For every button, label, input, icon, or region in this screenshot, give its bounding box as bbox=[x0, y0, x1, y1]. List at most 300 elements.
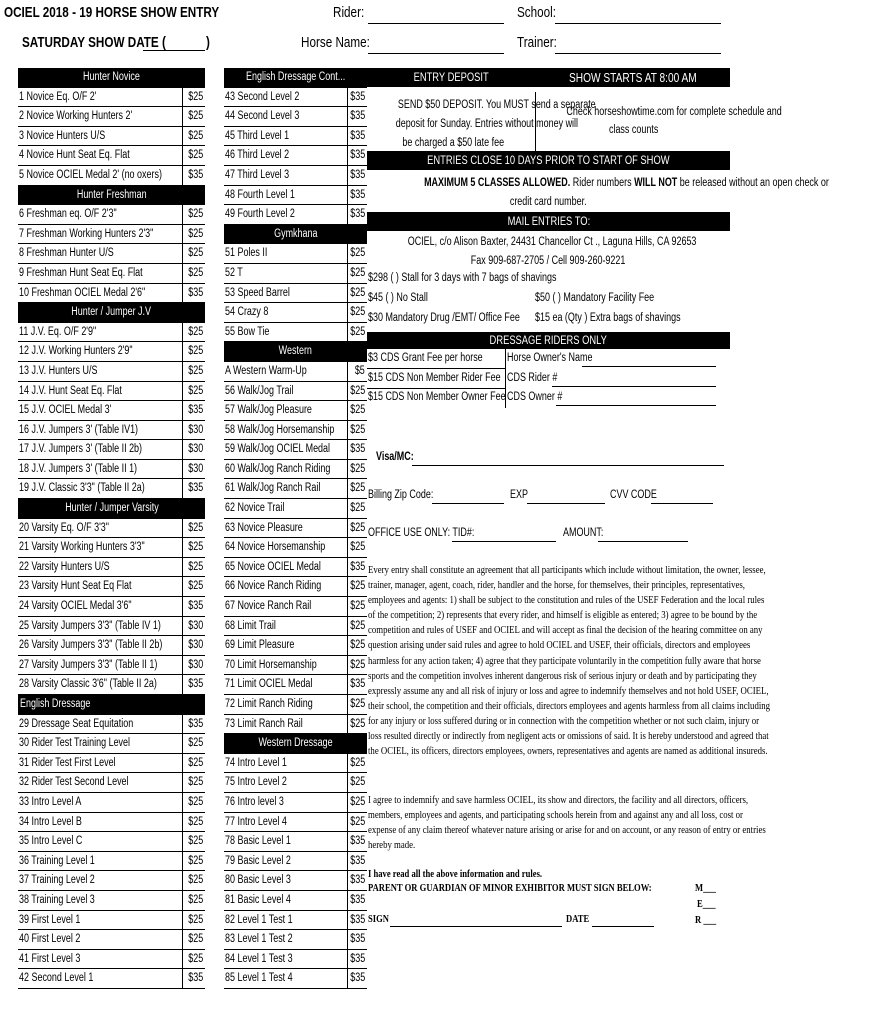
class-row[interactable] bbox=[224, 166, 367, 186]
class-price: $35 bbox=[350, 149, 365, 162]
class-row[interactable] bbox=[224, 813, 367, 833]
class-name: 77 Intro Level 4 bbox=[225, 815, 287, 828]
class-name: 8 Freshman Hunter U/S bbox=[19, 247, 114, 260]
agreement-line: loss resulted directly or indirectly from negligent acts or omissions of said. It is hereby understood and agreed that bbox=[368, 731, 769, 743]
visa-field[interactable] bbox=[412, 465, 724, 466]
class-name: 61 Walk/Jog Ranch Rail bbox=[225, 482, 321, 495]
class-row[interactable] bbox=[18, 342, 205, 362]
rider-label: Rider: bbox=[333, 4, 365, 21]
section-header: English Dressage bbox=[18, 695, 205, 715]
class-row[interactable] bbox=[224, 362, 367, 382]
section-header: Western bbox=[224, 342, 367, 362]
class-row[interactable] bbox=[224, 107, 367, 127]
class-name: 70 Limit Horsemanship bbox=[225, 658, 317, 671]
class-price: $30 bbox=[188, 443, 203, 456]
class-row[interactable] bbox=[18, 617, 205, 637]
class-price: $35 bbox=[350, 443, 365, 456]
class-row[interactable] bbox=[224, 88, 367, 108]
class-price: $25 bbox=[350, 698, 365, 710]
class-name: 40 First Level 2 bbox=[19, 933, 81, 946]
class-row[interactable] bbox=[224, 852, 367, 872]
class-row[interactable] bbox=[18, 421, 205, 441]
class-name: 67 Novice Ranch Rail bbox=[225, 600, 312, 613]
class-name: 25 Varsity Jumpers 3'3" (Table IV 1) bbox=[19, 619, 161, 632]
date-field[interactable] bbox=[592, 926, 654, 927]
liability-agreement bbox=[368, 563, 771, 759]
class-price: $25 bbox=[188, 384, 203, 397]
class-name: 12 J.V. Working Hunters 2'9" bbox=[19, 345, 133, 358]
class-name: 31 Rider Test First Level bbox=[19, 756, 116, 769]
agreement-line: sports and the competition involves inherent dangerous risk of serious injury or death and by participating they bbox=[368, 670, 757, 682]
class-price: $25 bbox=[188, 756, 203, 769]
r-mark: R ___ bbox=[695, 914, 717, 926]
class-price: $35 bbox=[188, 717, 203, 730]
class-price: $25 bbox=[350, 266, 365, 279]
cds-rider-field[interactable] bbox=[552, 386, 716, 387]
zip-label: Billing Zip Code: bbox=[368, 489, 434, 501]
class-row[interactable] bbox=[224, 930, 367, 950]
tid-field[interactable] bbox=[452, 541, 556, 542]
class-name: 6 Freshman eq. O/F 2'3" bbox=[19, 208, 117, 221]
class-name: 41 First Level 3 bbox=[19, 952, 81, 965]
class-price: $25 bbox=[350, 462, 365, 475]
class-name: 56 Walk/Jog Trail bbox=[225, 384, 294, 397]
class-row[interactable] bbox=[224, 754, 367, 774]
class-row[interactable] bbox=[18, 715, 205, 735]
class-price: $35 bbox=[188, 286, 203, 299]
m-mark: M___ bbox=[695, 882, 716, 894]
class-name: 52 T bbox=[225, 266, 243, 279]
class-name: 58 Walk/Jog Horsemanship bbox=[225, 423, 335, 436]
class-row[interactable] bbox=[18, 225, 205, 245]
agreement-line: their school, the competition and their officials, directors employees and agents harmless from all claims including bbox=[368, 700, 771, 712]
class-name: 69 Limit Pleasure bbox=[225, 639, 295, 652]
class-price: $25 bbox=[188, 737, 203, 750]
class-row[interactable] bbox=[224, 303, 367, 323]
class-price: $35 bbox=[350, 188, 365, 201]
office-use-label: OFFICE USE ONLY: TID#: bbox=[368, 527, 475, 539]
class-price: $25 bbox=[350, 717, 365, 730]
class-price: $25 bbox=[188, 129, 203, 142]
show-date-label: SATURDAY SHOW DATE ( bbox=[22, 34, 166, 51]
class-price: $25 bbox=[188, 776, 203, 789]
class-price: $25 bbox=[188, 795, 203, 808]
sign-label: SIGN bbox=[368, 913, 389, 925]
class-price: $35 bbox=[350, 933, 365, 946]
class-row[interactable] bbox=[18, 382, 205, 402]
dressage-riders-banner: DRESSAGE RIDERS ONLY bbox=[367, 332, 730, 349]
class-price: $25 bbox=[350, 482, 365, 495]
class-price: $25 bbox=[188, 90, 203, 103]
class-row[interactable] bbox=[18, 88, 205, 108]
signature-field[interactable] bbox=[390, 926, 562, 927]
class-name: 4 Novice Hunt Seat Eq. Flat bbox=[19, 149, 130, 162]
price-divider bbox=[347, 362, 348, 381]
entries-close-banner: ENTRIES CLOSE 10 DAYS PRIOR TO START OF SHOW bbox=[367, 151, 730, 170]
class-name: 46 Third Level 2 bbox=[225, 149, 290, 162]
class-price: $25 bbox=[188, 815, 203, 828]
class-price: $30 bbox=[188, 462, 203, 475]
class-name: 57 Walk/Jog Pleasure bbox=[225, 404, 312, 417]
class-row[interactable] bbox=[18, 362, 205, 382]
class-name: 38 Training Level 3 bbox=[19, 893, 95, 906]
class-row[interactable] bbox=[224, 323, 367, 343]
class-row[interactable] bbox=[18, 146, 205, 166]
class-price: $35 bbox=[350, 972, 365, 985]
class-price: $25 bbox=[350, 286, 365, 299]
class-row[interactable] bbox=[18, 577, 205, 597]
school-field[interactable] bbox=[555, 23, 721, 24]
class-row[interactable] bbox=[18, 558, 205, 578]
owner-name-field[interactable] bbox=[582, 366, 716, 367]
section-header: Western Dressage bbox=[224, 734, 367, 754]
class-row[interactable] bbox=[224, 793, 367, 813]
class-name: 59 Walk/Jog OCIEL Medal bbox=[225, 443, 331, 456]
class-price: $25 bbox=[350, 541, 365, 554]
class-name: 43 Second Level 2 bbox=[225, 90, 300, 103]
class-price: $25 bbox=[188, 110, 203, 123]
class-name: 20 Varsity Eq. O/F 3'3" bbox=[19, 521, 109, 534]
extra-shavings-fee[interactable]: $15 ea (Qty ) Extra bags of shavings bbox=[535, 312, 681, 324]
read-all-text: I have read all the above information and rules. bbox=[368, 868, 543, 880]
class-row[interactable] bbox=[224, 382, 367, 402]
class-price: $25 bbox=[350, 247, 365, 260]
agreement-line: of the competition; 2) represents that every rider, and himself is eligible as entered; 3) agree to be bound by the bbox=[368, 610, 758, 622]
class-price: $25 bbox=[350, 619, 365, 632]
class-row[interactable] bbox=[18, 675, 205, 695]
class-row[interactable] bbox=[224, 146, 367, 166]
class-row[interactable] bbox=[224, 284, 367, 304]
class-price: $25 bbox=[350, 384, 365, 397]
class-row[interactable] bbox=[224, 969, 367, 989]
class-price: $25 bbox=[188, 893, 203, 906]
class-price: $25 bbox=[350, 658, 365, 671]
cds-owner-field[interactable] bbox=[556, 405, 716, 406]
class-row[interactable] bbox=[18, 107, 205, 127]
class-price: $25 bbox=[350, 580, 365, 593]
agreement-line: the OCIEL, its officers, directors employees, owners, representatives and agents are named as additional insureds. bbox=[368, 746, 768, 758]
class-name: 55 Bow Tie bbox=[225, 325, 270, 338]
class-name: 23 Varsity Hunt Seat Eq Flat bbox=[19, 580, 132, 593]
agreement-line: Every entry shall constitute an agreement that all participants which include without limitation, the owner, lessee, bbox=[368, 565, 766, 576]
class-row[interactable] bbox=[18, 597, 205, 617]
class-row[interactable] bbox=[224, 871, 367, 891]
class-row[interactable] bbox=[18, 734, 205, 754]
show-date-close: ) bbox=[206, 34, 210, 51]
class-name: 34 Intro Level B bbox=[19, 815, 82, 828]
class-name: 16 J.V. Jumpers 3' (Table IV1) bbox=[19, 423, 139, 436]
form-title: OCIEL 2018 - 19 HORSE SHOW ENTRY bbox=[4, 4, 220, 21]
class-name: 11 J.V. Eq. O/F 2'9" bbox=[19, 325, 97, 338]
class-price: $25 bbox=[188, 325, 203, 338]
class-price: $35 bbox=[350, 874, 365, 887]
deposit-text: SEND $50 DEPOSIT. You MUST send a separate deposit for Sunday. Entries without money will be charged a $50 late fee bbox=[395, 99, 596, 149]
class-name: 13 J.V. Hunters U/S bbox=[19, 364, 98, 377]
class-name: 84 Level 1 Test 3 bbox=[225, 952, 293, 965]
class-row[interactable] bbox=[224, 421, 367, 441]
class-name: 21 Varsity Working Hunters 3'3" bbox=[19, 541, 145, 554]
class-name: 82 Level 1 Test 1 bbox=[225, 913, 293, 926]
class-row[interactable] bbox=[224, 617, 367, 637]
stall-fee[interactable]: $298 ( ) Stall for 3 days with 7 bags of shavings bbox=[368, 272, 557, 284]
class-price: $25 bbox=[188, 208, 203, 221]
class-row[interactable] bbox=[224, 675, 367, 695]
trainer-label: Trainer: bbox=[517, 34, 557, 51]
agreement-line: employees and agents: 1) shall be subject to the constitution and rules of the USEF Federation and the local rules bbox=[368, 595, 765, 607]
class-name: 19 J.V. Classic 3'3" (Table II 2a) bbox=[19, 482, 145, 495]
class-row[interactable] bbox=[18, 284, 205, 304]
class-name: 15 J.V. OCIEL Medal 3' bbox=[19, 404, 112, 417]
class-name: 2 Novice Working Hunters 2' bbox=[19, 110, 133, 123]
cds-grant-fee: $3 CDS Grant Fee per horse bbox=[368, 352, 483, 364]
horse-name-label: Horse Name: bbox=[301, 34, 370, 51]
horse-name-field[interactable] bbox=[368, 53, 504, 54]
class-price: $35 bbox=[188, 404, 203, 417]
class-name: 64 Novice Horsemanship bbox=[225, 541, 326, 554]
exp-field[interactable] bbox=[527, 503, 605, 504]
class-row[interactable] bbox=[224, 950, 367, 970]
class-name: 33 Intro Level A bbox=[19, 795, 82, 808]
class-name: 79 Basic Level 2 bbox=[225, 854, 291, 867]
agreement-line: members, employees and agents, and participating schools herein from and against any and all loss, cost or bbox=[368, 810, 743, 822]
class-price: $30 bbox=[188, 423, 203, 436]
class-price: $35 bbox=[350, 90, 365, 103]
cds-rider-label: CDS Rider # bbox=[507, 372, 558, 384]
class-name: 54 Crazy 8 bbox=[225, 306, 269, 319]
class-price: $25 bbox=[188, 913, 203, 926]
exp-label: EXP bbox=[510, 489, 528, 501]
cvv-label: CVV CODE bbox=[610, 489, 657, 501]
class-row[interactable] bbox=[224, 479, 367, 499]
class-name: 10 Freshman OCIEL Medal 2'6" bbox=[19, 286, 146, 299]
class-row[interactable] bbox=[224, 186, 367, 206]
class-name: 60 Walk/Jog Ranch Riding bbox=[225, 462, 331, 475]
amount-label: AMOUNT: bbox=[563, 527, 604, 539]
class-row[interactable] bbox=[18, 950, 205, 970]
class-price: $25 bbox=[350, 325, 365, 338]
class-row[interactable] bbox=[224, 127, 367, 147]
class-row[interactable] bbox=[18, 519, 205, 539]
class-row[interactable] bbox=[18, 871, 205, 891]
class-name: 68 Limit Trail bbox=[225, 619, 276, 632]
class-name: 3 Novice Hunters U/S bbox=[19, 129, 106, 142]
cds-owner-fee: $15 CDS Non Member Owner Fee bbox=[368, 391, 506, 403]
class-row[interactable] bbox=[18, 891, 205, 911]
class-row[interactable] bbox=[18, 244, 205, 264]
class-row[interactable] bbox=[224, 538, 367, 558]
mail-entries-banner: MAIL ENTRIES TO: bbox=[367, 212, 730, 231]
class-row[interactable] bbox=[18, 852, 205, 872]
show-start-header: SHOW STARTS AT 8:00 AM bbox=[535, 68, 730, 87]
section-header: Hunter / Jumper Varsity bbox=[18, 499, 205, 519]
class-name: 76 Intro level 3 bbox=[225, 795, 284, 808]
class-row[interactable] bbox=[224, 499, 367, 519]
class-name: 83 Level 1 Test 2 bbox=[225, 933, 293, 946]
schedule-text: Check horseshowtime.com for complete schedule and class counts bbox=[566, 106, 782, 136]
cvv-field[interactable] bbox=[651, 503, 713, 504]
rider-field[interactable] bbox=[368, 23, 504, 24]
class-name: 78 Basic Level 1 bbox=[225, 835, 291, 848]
class-row[interactable] bbox=[224, 773, 367, 793]
show-date-field[interactable] bbox=[143, 50, 205, 51]
class-row[interactable] bbox=[224, 891, 367, 911]
class-price: $25 bbox=[188, 933, 203, 946]
class-price: $35 bbox=[350, 208, 365, 221]
class-row[interactable] bbox=[18, 205, 205, 225]
class-price: $30 bbox=[188, 619, 203, 632]
class-row[interactable] bbox=[224, 440, 367, 460]
agreement-line: competition and rules of USEF and OCIEL and will accept as final the decision of the hearing committee on any bbox=[368, 625, 763, 637]
date-label: DATE bbox=[566, 913, 590, 925]
guardian-text: PARENT OR GUARDIAN OF MINOR EXHIBITOR MUST SIGN BELOW: bbox=[368, 882, 652, 894]
section-header: English Dressage Cont... bbox=[224, 68, 367, 88]
class-row[interactable] bbox=[18, 636, 205, 656]
class-price: $25 bbox=[350, 423, 365, 436]
class-name: 14 J.V. Hunt Seat Eq. Flat bbox=[19, 384, 122, 397]
class-price: $25 bbox=[188, 521, 203, 534]
class-name: 75 Intro Level 2 bbox=[225, 776, 287, 789]
class-price: $25 bbox=[350, 306, 365, 319]
class-price: $25 bbox=[188, 149, 203, 162]
class-row[interactable] bbox=[224, 695, 367, 715]
class-name: 35 Intro Level C bbox=[19, 835, 83, 848]
class-price: $25 bbox=[188, 874, 203, 887]
class-row[interactable] bbox=[18, 538, 205, 558]
class-row[interactable] bbox=[224, 401, 367, 421]
class-name: 80 Basic Level 3 bbox=[225, 874, 291, 887]
visa-label: Visa/MC: bbox=[376, 451, 414, 463]
class-name: 24 Varsity OCIEL Medal 3'6" bbox=[19, 600, 132, 613]
class-price: $35 bbox=[188, 678, 203, 691]
class-row[interactable] bbox=[224, 519, 367, 539]
class-row[interactable] bbox=[18, 401, 205, 421]
no-stall-fee[interactable]: $45 ( ) No Stall bbox=[368, 292, 428, 304]
class-price: $25 bbox=[188, 345, 203, 358]
class-name: 27 Varsity Jumpers 3'3" (Table II 1) bbox=[19, 658, 158, 671]
class-name: 53 Speed Barrel bbox=[225, 286, 290, 299]
agreement-line: expressly assume any and all risk of injury or loss and agree to indemnify themselves and not hold USEF, OCIEL, bbox=[368, 685, 769, 697]
owner-name-label: Horse Owner's Name bbox=[507, 352, 593, 364]
max-classes-text: MAXIMUM 5 CLASSES ALLOWED. Rider numbers WILL NOT be released without an open check or credit card number. bbox=[424, 177, 829, 208]
class-row[interactable] bbox=[18, 813, 205, 833]
class-row[interactable] bbox=[224, 636, 367, 656]
class-price: $25 bbox=[350, 776, 365, 789]
section-header: Hunter Novice bbox=[18, 68, 205, 88]
class-price: $35 bbox=[188, 168, 203, 181]
class-price: $35 bbox=[350, 129, 365, 142]
class-row[interactable] bbox=[224, 597, 367, 617]
class-row[interactable] bbox=[18, 127, 205, 147]
class-row[interactable] bbox=[224, 577, 367, 597]
class-name: 36 Training Level 1 bbox=[19, 854, 95, 867]
class-row[interactable] bbox=[18, 323, 205, 343]
class-name: 9 Freshman Hunt Seat Eq. Flat bbox=[19, 266, 143, 279]
agreement-line: expense of any claim thereof whatever nature arising or arise for and on account, or any reason of entry or entries bbox=[368, 825, 766, 837]
class-name: 49 Fourth Level 2 bbox=[225, 208, 295, 221]
indemnity-agreement bbox=[368, 793, 766, 853]
class-row[interactable] bbox=[18, 832, 205, 852]
class-row[interactable] bbox=[18, 479, 205, 499]
class-row[interactable] bbox=[18, 793, 205, 813]
class-row[interactable] bbox=[224, 558, 367, 578]
class-name: 74 Intro Level 1 bbox=[225, 756, 287, 769]
class-row[interactable] bbox=[224, 832, 367, 852]
class-name: 30 Rider Test Training Level bbox=[19, 737, 131, 750]
class-price: $35 bbox=[350, 168, 365, 181]
class-name: A Western Warm-Up bbox=[225, 364, 307, 377]
class-price: $25 bbox=[350, 502, 365, 515]
class-row[interactable] bbox=[18, 656, 205, 676]
class-price: $25 bbox=[188, 227, 203, 240]
class-name: 5 Novice OCIEL Medal 2' (no oxers) bbox=[19, 168, 162, 181]
class-price: $25 bbox=[188, 580, 203, 593]
cds-owner-label: CDS Owner # bbox=[507, 391, 563, 403]
class-row[interactable] bbox=[18, 264, 205, 284]
class-row[interactable] bbox=[224, 205, 367, 225]
class-row[interactable] bbox=[224, 656, 367, 676]
class-price: $35 bbox=[350, 110, 365, 123]
class-name: 48 Fourth Level 1 bbox=[225, 188, 295, 201]
class-row[interactable] bbox=[18, 930, 205, 950]
class-name: 18 J.V. Jumpers 3' (Table II 1) bbox=[19, 462, 138, 475]
agreement-line: trainer, manager, agent, coach, rider, handler and the horse, for themselves, their principles, representatives, bbox=[368, 580, 745, 592]
class-row[interactable] bbox=[18, 754, 205, 774]
class-row[interactable] bbox=[18, 773, 205, 793]
class-price: $25 bbox=[350, 639, 365, 652]
class-price: $25 bbox=[188, 560, 203, 573]
class-row[interactable] bbox=[224, 911, 367, 931]
entry-deposit-header: ENTRY DEPOSIT bbox=[367, 68, 535, 87]
class-price: $25 bbox=[188, 364, 203, 377]
class-name: 44 Second Level 3 bbox=[225, 110, 300, 123]
class-price: $25 bbox=[350, 756, 365, 769]
class-price: $25 bbox=[188, 835, 203, 848]
class-price: $25 bbox=[188, 854, 203, 867]
class-row[interactable] bbox=[18, 440, 205, 460]
class-row[interactable] bbox=[224, 715, 367, 735]
class-price: $25 bbox=[350, 404, 365, 417]
class-price: $35 bbox=[350, 913, 365, 926]
trainer-field[interactable] bbox=[555, 53, 721, 54]
class-price: $5 bbox=[355, 364, 365, 377]
school-label: School: bbox=[517, 4, 557, 21]
zip-field[interactable] bbox=[432, 503, 504, 504]
class-price: $35 bbox=[350, 678, 365, 691]
class-name: 63 Novice Pleasure bbox=[225, 521, 303, 534]
class-row[interactable] bbox=[18, 969, 205, 989]
class-name: 72 Limit Ranch Riding bbox=[225, 698, 313, 710]
amount-field[interactable] bbox=[598, 541, 688, 542]
class-row[interactable] bbox=[224, 264, 367, 284]
class-price: $35 bbox=[350, 835, 365, 848]
class-row[interactable] bbox=[224, 460, 367, 480]
e-mark: E___ bbox=[697, 898, 716, 910]
class-price: $25 bbox=[188, 541, 203, 554]
drug-fee: $30 Mandatory Drug /EMT/ Office Fee bbox=[368, 312, 520, 324]
cds-rider-fee: $15 CDS Non Member Rider Fee bbox=[368, 372, 501, 384]
class-row[interactable] bbox=[18, 460, 205, 480]
class-row[interactable] bbox=[18, 911, 205, 931]
facility-fee[interactable]: $50 ( ) Mandatory Facility Fee bbox=[535, 292, 655, 304]
class-price: $35 bbox=[188, 482, 203, 495]
mailing-address: OCIEL, c/o Alison Baxter, 24431 Chancellor Ct ., Laguna Hills, CA 92653 Fax 909-687-2705 / Cell 909-260-9221 bbox=[407, 236, 697, 267]
class-row[interactable] bbox=[18, 166, 205, 186]
section-header: Gymkhana bbox=[224, 225, 367, 245]
class-name: 1 Novice Eq. O/F 2' bbox=[19, 90, 97, 103]
class-row[interactable] bbox=[224, 244, 367, 264]
class-price: $35 bbox=[350, 893, 365, 906]
class-name: 29 Dressage Seat Equitation bbox=[19, 717, 134, 730]
